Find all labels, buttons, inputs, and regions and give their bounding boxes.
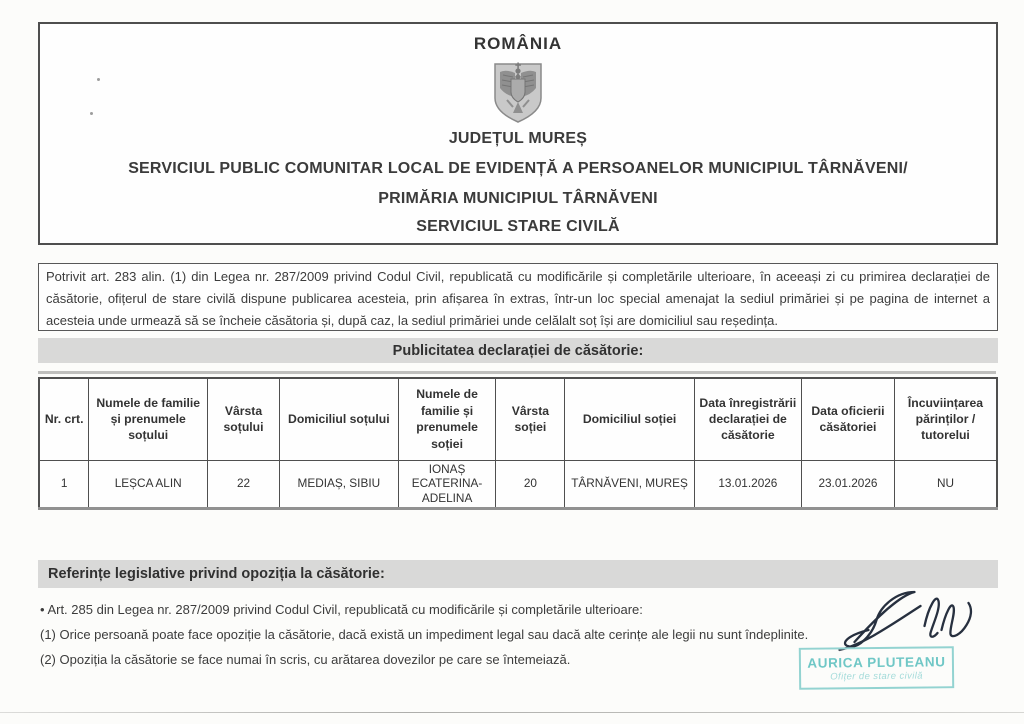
- table-header-cell: Numele de familie și prenumele soției: [398, 378, 496, 460]
- civil-status-officer-stamp: [799, 646, 954, 690]
- table-header-cell: Numele de familie și prenumele soțului: [89, 378, 208, 460]
- table-top-shadow: [38, 371, 996, 374]
- table-cell-husband-name: LEȘCA ALIN: [89, 460, 208, 508]
- header-line-cityhall: PRIMĂRIA MUNICIPIUL TÂRNĂVENI: [378, 190, 658, 207]
- stamp-officer-title: Ofițer de stare civilă: [830, 670, 924, 682]
- table-header-cell: Nr. crt.: [39, 378, 89, 460]
- reference-bullet-line: • Art. 285 din Legea nr. 287/2009 privind Codul Civil, republicată cu modificările și completările ulterioare:: [40, 602, 643, 617]
- table-header-cell: Vârsta soțului: [208, 378, 280, 460]
- stamp-officer-name: AURICA PLUTEANU: [807, 653, 946, 671]
- table-header-cell: Vârsta soției: [496, 378, 565, 460]
- romania-coat-of-arms-icon: [489, 62, 547, 126]
- table-cell-husband-age: 22: [208, 460, 280, 508]
- publicity-section-title: Publicitatea declarației de căsătorie:: [38, 338, 998, 363]
- reference-item-1: (1) Orice persoană poate face opoziție la căsătorie, dacă există un impediment legal sau dacă alte cerințe ale legii nu sunt îndeplinite.: [40, 627, 809, 642]
- header-line-county: JUDEȚUL MUREȘ: [448, 130, 588, 147]
- table-header-cell: Domiciliul soțului: [279, 378, 398, 460]
- document-header-box: [38, 22, 998, 245]
- table-header-row: [39, 378, 997, 460]
- references-text: [40, 597, 870, 672]
- header-line-service: SERVICIUL PUBLIC COMUNITAR LOCAL DE EVIDENȚĂ A PERSOANELOR MUNICIPIUL TÂRNĂVENI/: [128, 160, 908, 177]
- table-cell-wife-domicile: TÂRNĂVENI, MUREȘ: [565, 460, 694, 508]
- table-cell-registration-date: 13.01.2026: [694, 460, 801, 508]
- legal-intro-paragraph: Potrivit art. 283 alin. (1) din Legea nr. 287/2009 privind Codul Civil, republicată cu modificările și completările ulterioare, în aceeași zi cu primirea declarației de căsătorie, ofițerul de stare civilă dispune publicarea acesteia, prin afișarea în extras, într-un loc special amenajat la sediul primăriei și pe pagina de internet a acesteia unde urmează să se încheie căsătoria și, după caz, la sediul primăriei unde celălalt soț își are domiciliul sau reședința.: [38, 263, 998, 331]
- scan-artifact: [97, 78, 100, 81]
- table-header-cell: Domiciliul soției: [565, 378, 694, 460]
- references-section-title: Referințe legislative privind opoziția la căsătorie:: [38, 560, 998, 588]
- country-title: ROMÂNIA: [473, 34, 563, 53]
- emblem-container: [40, 62, 996, 126]
- table-header-cell: Data oficierii căsătoriei: [802, 378, 895, 460]
- table-header-cell: Încuviințarea părinților / tutorelui: [894, 378, 997, 460]
- table-cell-ceremony-date: 23.01.2026: [802, 460, 895, 508]
- table-row: [39, 460, 997, 508]
- header-line-civil-status: SERVICIUL STARE CIVILĂ: [416, 218, 620, 235]
- table-cell-wife-age: 20: [496, 460, 565, 508]
- table-header-cell: Data înregistrării declarației de căsătorie: [694, 378, 801, 460]
- table-cell-nr: 1: [39, 460, 89, 508]
- marriage-declarations-table: [38, 377, 998, 510]
- reference-item-2: (2) Opoziția la căsătorie se face numai în scris, cu arătarea dovezilor pe care se întemeiază.: [40, 652, 571, 667]
- table-cell-wife-name: IONAȘ ECATERINA-ADELINA: [398, 460, 496, 508]
- table-cell-parental-consent: NU: [894, 460, 997, 508]
- scan-bottom-edge: [0, 712, 1024, 713]
- scan-artifact: [90, 112, 93, 115]
- table-cell-husband-domicile: MEDIAȘ, SIBIU: [279, 460, 398, 508]
